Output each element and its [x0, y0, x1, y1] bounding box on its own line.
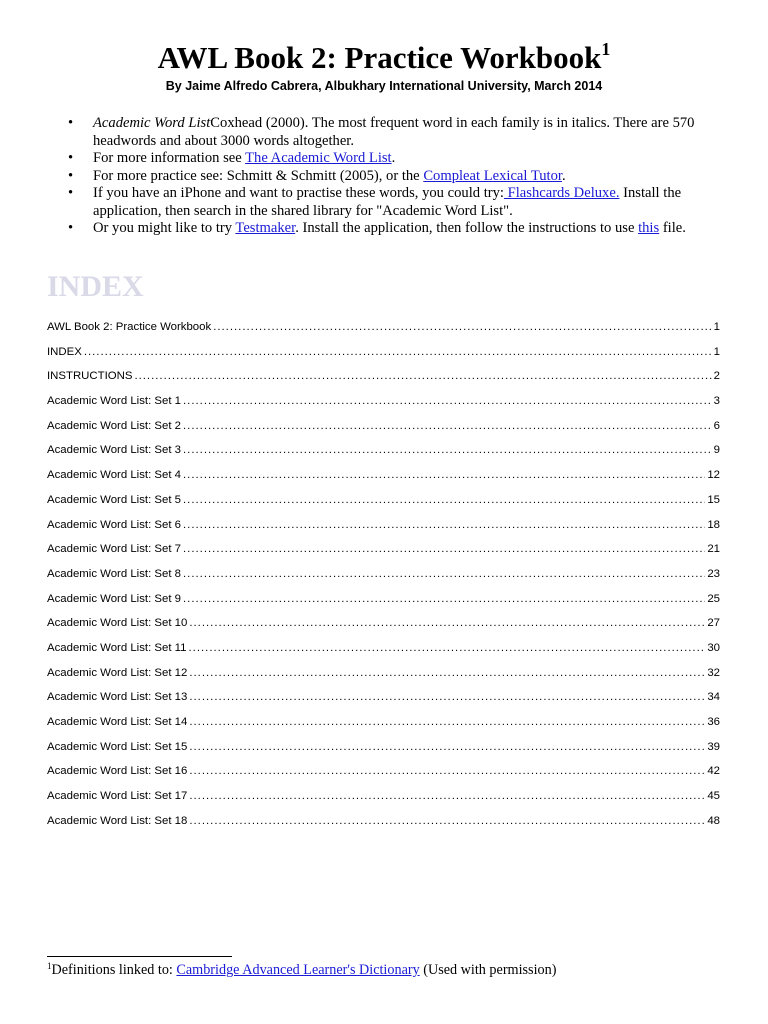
toc-entry-title: Academic Word List: Set 18	[47, 814, 188, 827]
toc-page-number: 15	[707, 493, 720, 506]
intro-bullet-list	[48, 115, 728, 238]
toc-entry-title: Academic Word List: Set 9	[47, 592, 182, 605]
toc-dot-leader	[183, 590, 705, 608]
toc-entry-title: Academic Word List: Set 11	[47, 641, 187, 654]
bullet-icon: •	[68, 220, 74, 236]
toc-entry[interactable]	[47, 392, 720, 417]
index-heading: INDEX	[47, 270, 144, 303]
toc-page-number: 2	[713, 370, 720, 383]
toc-dot-leader	[183, 491, 705, 509]
toc-dot-leader	[183, 417, 712, 435]
toc-dot-leader	[189, 713, 705, 731]
toc-entry-title: Academic Word List: Set 14	[47, 716, 188, 728]
toc-entry-title: Academic Word List: Set 5	[47, 493, 182, 506]
toc-entry[interactable]	[47, 516, 720, 541]
footnote-text: (Used with permission)	[419, 962, 557, 978]
document-title	[0, 40, 768, 76]
toc-entry-title: Academic Word List: Set 12	[47, 666, 188, 679]
toc-entry[interactable]	[47, 713, 720, 738]
testmaker-link[interactable]: Testmaker	[235, 220, 296, 236]
awl-italic-title: Academic Word List	[93, 115, 211, 131]
toc-entry[interactable]	[47, 491, 720, 516]
toc-entry[interactable]	[47, 343, 720, 368]
toc-dot-leader	[183, 392, 712, 410]
toc-page-number: 45	[707, 790, 720, 803]
toc-entry-title: Academic Word List: Set 1	[47, 395, 182, 408]
toc-dot-leader	[183, 565, 705, 583]
toc-entry[interactable]	[47, 812, 720, 837]
toc-entry-title: Academic Word List: Set 7	[47, 543, 182, 556]
footnote	[47, 962, 556, 979]
toc-entry[interactable]	[47, 540, 720, 565]
toc-page-number: 21	[707, 543, 720, 556]
toc-entry-title: INDEX	[47, 345, 82, 358]
bullet-icon: •	[68, 185, 74, 201]
toc-page-number: 6	[713, 419, 720, 432]
toc-page-number: 48	[707, 814, 720, 827]
bullet-text: Coxhead (2000). The most frequent word in each family is in italics. There are 570 headwords and about 3000 words altogether.	[93, 115, 695, 149]
toc-dot-leader	[189, 688, 705, 706]
toc-entry[interactable]	[47, 639, 720, 664]
toc-dot-leader	[213, 318, 711, 336]
toc-page-number: 42	[707, 765, 720, 778]
toc-dot-leader	[189, 614, 705, 632]
author-byline: By Jaime Alfredo Cabrera, Albukhary International University, March 2014	[165, 79, 603, 93]
toc-page-number: 1	[713, 345, 720, 358]
toc-dot-leader	[84, 343, 712, 361]
toc-entry[interactable]	[47, 787, 720, 812]
toc-entry[interactable]	[47, 367, 720, 392]
toc-entry-title: Academic Word List: Set 4	[47, 469, 182, 482]
table-of-contents	[47, 318, 720, 836]
toc-entry[interactable]	[47, 738, 720, 763]
toc-entry-title: Academic Word List: Set 10	[47, 617, 188, 630]
document-title-text: AWL Book 2: Practice Workbook	[157, 40, 602, 75]
bullet-item-awl	[48, 115, 728, 150]
toc-dot-leader	[189, 812, 705, 830]
toc-entry-title: Academic Word List: Set 8	[47, 567, 182, 580]
footnote-text: Definitions linked to:	[51, 962, 177, 978]
toc-entry-title: Academic Word List: Set 2	[47, 419, 182, 432]
toc-entry[interactable]	[47, 441, 720, 466]
bullet-text: file.	[659, 220, 686, 236]
toc-entry-title: Academic Word List: Set 6	[47, 518, 182, 531]
toc-entry[interactable]	[47, 565, 720, 590]
bullet-item-more-practice	[48, 168, 728, 186]
toc-entry[interactable]	[47, 590, 720, 615]
toc-dot-leader	[183, 540, 705, 558]
toc-page-number: 34	[707, 691, 720, 704]
toc-dot-leader	[189, 639, 706, 657]
toc-dot-leader	[134, 367, 711, 385]
bullet-text: For more information see	[93, 150, 246, 166]
toc-page-number: 30	[707, 641, 720, 654]
bullet-text: . Install the application, then follow the instructions to use	[295, 220, 639, 236]
footnote-divider	[47, 956, 232, 957]
toc-page-number: 25	[707, 592, 720, 605]
toc-entry-title: Academic Word List: Set 17	[47, 790, 188, 803]
toc-entry[interactable]	[47, 688, 720, 713]
bullet-text: .	[391, 150, 396, 166]
toc-entry-title: INSTRUCTIONS	[47, 370, 133, 383]
toc-page-number: 18	[707, 518, 720, 531]
bullet-text: If you have an iPhone and want to practise these words, you could try:	[93, 185, 504, 201]
footnote-mark: 1	[47, 961, 52, 971]
toc-page-number: 36	[707, 716, 720, 728]
toc-entry-title: Academic Word List: Set 16	[47, 765, 188, 778]
toc-page-number: 12	[707, 469, 720, 482]
toc-entry-title: Academic Word List: Set 13	[47, 691, 188, 704]
bullet-text: Or you might like to try	[93, 220, 236, 236]
toc-entry[interactable]	[47, 466, 720, 491]
toc-page-number: 3	[713, 395, 720, 408]
toc-page-number: 9	[713, 444, 720, 457]
bullet-text: .	[561, 167, 566, 184]
academic-word-list-link[interactable]: The Academic Word List	[245, 150, 392, 166]
toc-page-number: 32	[707, 666, 720, 679]
toc-entry[interactable]	[47, 664, 720, 689]
bullet-item-iphone	[48, 185, 728, 220]
bullet-icon: •	[68, 115, 74, 131]
compleat-lexical-tutor-link[interactable]: Compleat Lexical Tutor	[423, 167, 562, 184]
toc-page-number: 23	[707, 567, 720, 580]
toc-dot-leader	[183, 466, 705, 484]
toc-entry[interactable]	[47, 762, 720, 787]
toc-entry[interactable]	[47, 318, 720, 343]
bullet-text: Install the application, then search in the shared library for "Academic Word List".	[93, 185, 682, 219]
title-footnote-mark: 1	[601, 39, 611, 59]
toc-dot-leader	[189, 787, 705, 805]
toc-dot-leader	[189, 664, 705, 682]
toc-entry-title: AWL Book 2: Practice Workbook	[47, 321, 212, 333]
cambridge-dictionary-link[interactable]: Cambridge Advanced Learner's Dictionary	[176, 962, 420, 978]
toc-dot-leader	[183, 441, 712, 459]
toc-entry-title: Academic Word List: Set 15	[47, 740, 188, 753]
toc-page-number: 1	[713, 321, 720, 333]
toc-dot-leader	[189, 762, 705, 780]
toc-entry[interactable]	[47, 417, 720, 442]
toc-page-number: 39	[707, 740, 720, 753]
bullet-icon: •	[68, 150, 74, 166]
toc-page-number: 27	[707, 617, 720, 630]
toc-entry[interactable]	[47, 614, 720, 639]
toc-entry-title: Academic Word List: Set 3	[47, 444, 182, 457]
bullet-icon: •	[68, 167, 74, 184]
bullet-item-more-info	[48, 150, 728, 168]
flashcards-deluxe-link[interactable]: Flashcards Deluxe.	[503, 185, 620, 201]
toc-dot-leader	[189, 738, 705, 756]
bullet-item-testmaker	[48, 220, 728, 238]
toc-dot-leader	[183, 516, 705, 534]
bullet-text: For more practice see: Schmitt & Schmitt (2005), or the	[93, 167, 424, 184]
this-file-link[interactable]: this	[638, 220, 660, 236]
